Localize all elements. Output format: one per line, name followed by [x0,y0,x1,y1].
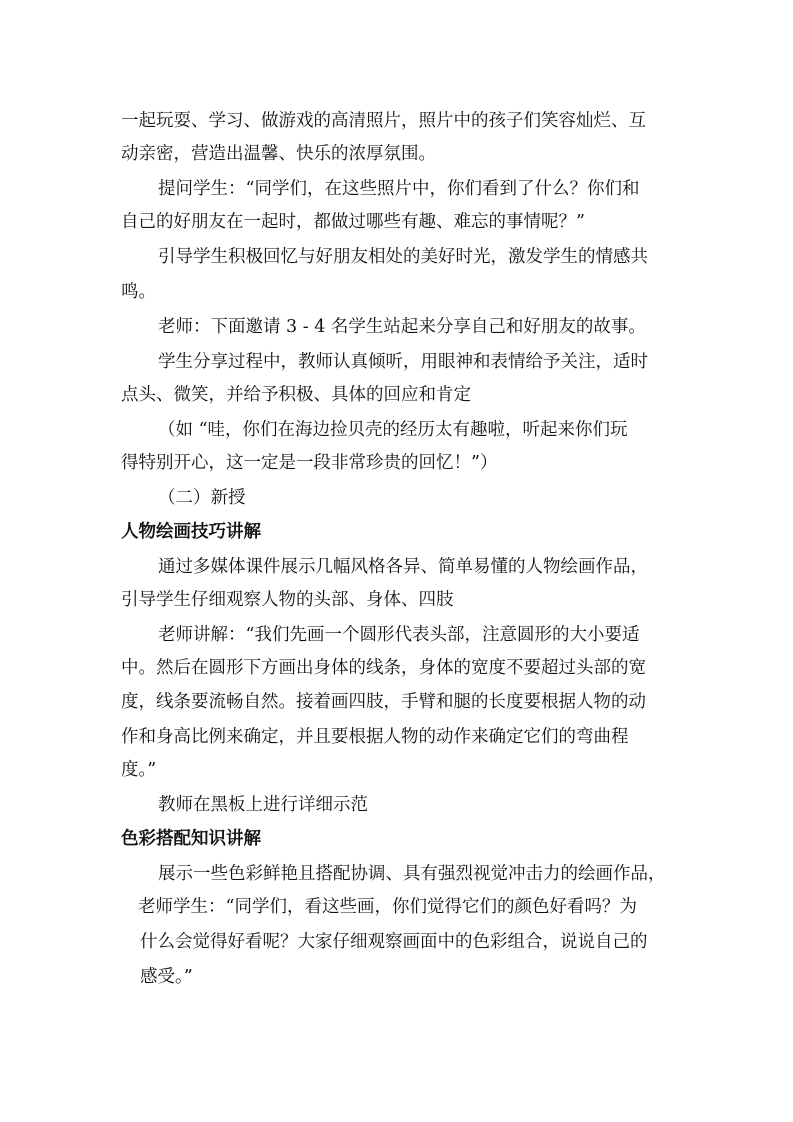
p8-line-1: 通过多媒体课件展示几幅风格各异、简单易懂的人物绘画作品， [158,557,648,577]
p9-line-3: 度，线条要流畅自然。接着画四肢，手臂和腿的长度要根据人物的动 [121,692,646,712]
p3-line-1: 引导学生积极回忆与好朋友相处的美好时光，激发学生的情感共 [158,247,648,267]
p5-line-1: 学生分享过程中，教师认真倾听，用眼神和表情给予关注，适时 [158,352,648,372]
p5-line-2: 点头、微笑，并给予积极、具体的回应和肯定 [121,385,471,405]
section-heading-figure-drawing: 人物绘画技巧讲解 [121,522,261,542]
p4-line-1: 老师：下面邀请 3 - 4 名学生站起来分享自己和好朋友的故事。 [158,317,646,337]
p6-line-1: （如 “哇，你们在海边捡贝壳的经历太有趣啦，听起来你们玩 [158,420,628,440]
p9-line-2: 中。然后在圆形下方画出身体的线条，身体的宽度不要超过头部的宽 [121,658,646,678]
p10-line-1: 教师在黑板上进行详细示范 [158,795,368,815]
p1-line-2: 动亲密，营造出温馨、快乐的浓厚氛围。 [121,144,436,164]
section-heading-color-matching: 色彩搭配知识讲解 [121,829,261,849]
p8-line-2: 引导学生仔细观察人物的头部、身体、四肢 [121,590,454,610]
p11-line-3: 什么会觉得好看呢？大家仔细观察画面中的色彩组合，说说自己的 [140,932,648,952]
p6-line-2: 得特别开心，这一定是一段非常珍贵的回忆！”） [121,453,498,473]
p2-line-2: 自己的好朋友在一起时，都做过哪些有趣、难忘的事情呢？” [121,212,585,232]
p1-line-1: 一起玩耍、学习、做游戏的高清照片，照片中的孩子们笑容灿烂、互 [121,111,646,131]
p3-line-2: 鸣。 [121,282,156,302]
p7-line-1: （二）新授 [158,488,246,508]
p9-line-4: 作和身高比例来确定，并且要根据人物的动作来确定它们的弯曲程 [121,727,629,747]
p9-line-1: 老师讲解：“我们先画一个圆形代表头部，注意圆形的大小要适 [158,625,640,645]
p11-line-4: 感受。” [140,967,193,987]
p2-line-1: 提问学生：“同学们，在这些照片中，你们看到了什么？你们和 [158,179,640,199]
p11-line-2: 老师学生：“同学们，看这些画，你们觉得它们的颜色好看吗？为 [138,897,637,917]
p9-line-5: 度。” [121,760,157,780]
p11-line-1: 展示一些色彩鲜艳且搭配协调、具有强烈视觉冲击力的绘画作品， [158,864,666,884]
